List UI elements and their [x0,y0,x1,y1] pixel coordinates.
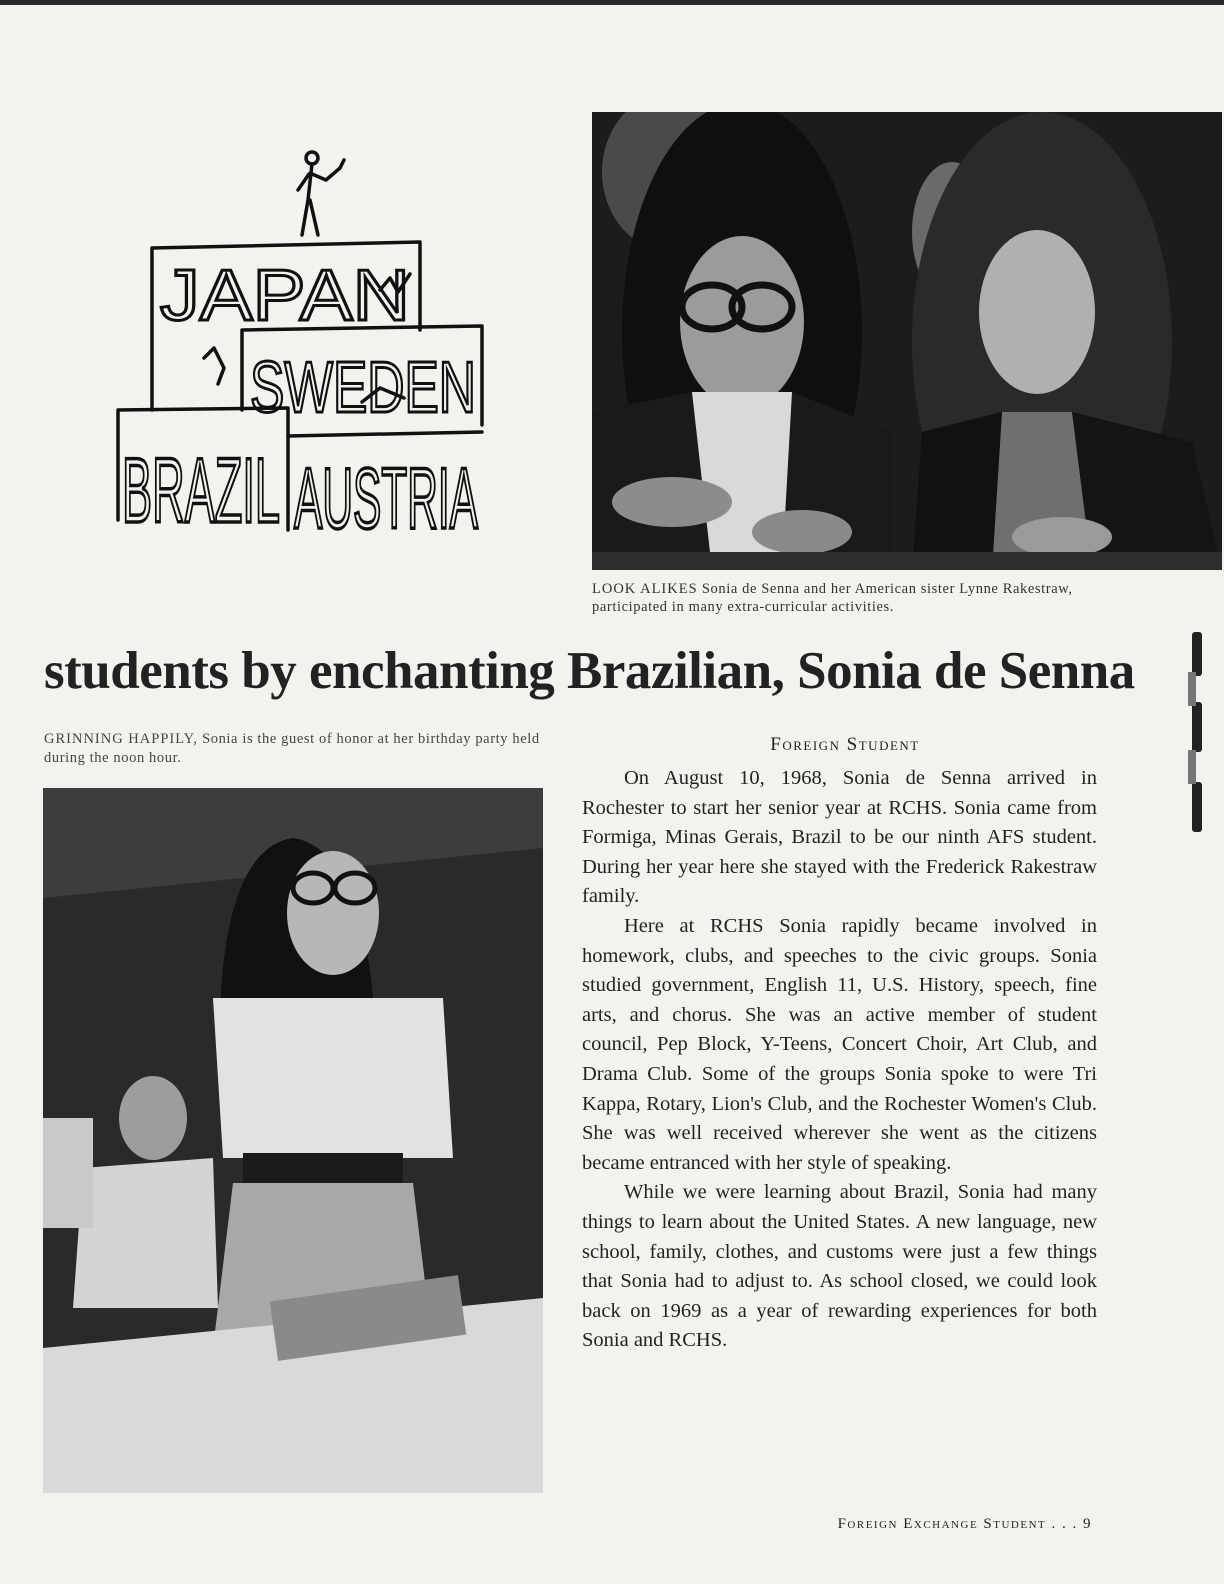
caption-lead: GRINNING HAPPILY, [44,731,198,747]
caption-lead: LOOK ALIKES [592,581,698,597]
page-top-rule [0,0,1224,5]
article-body [582,764,1097,1356]
page-footer [700,1516,1092,1533]
footer-section-label: Foreign Exchange Student [837,1516,1047,1532]
look-alikes-photo [592,112,1222,570]
logo-country-brazil: BRAZIL [122,440,280,540]
country-boxes-illustration [112,140,492,540]
article-title: Foreign Student [770,734,920,755]
logo-country-sweden: SWEDEN [250,348,476,428]
article-paragraph: Here at RCHS Sonia rapidly became involved in homework, clubs, and speeches to the civic groups. Sonia studied government, English 11, U.S. History, speech, fine arts, and chorus. She was an active member of student council, Pep Block, Y-Teens, Concert Choir, Art Club, and Drama Club. Some of the groups Sonia spoke to were Tri Kappa, Rotary, Lion's Club, and the Rochester Women's Club. She was well received wherever she went as the citizens became entranced with her style of speaking. [582,914,1097,1174]
caption-text: Sonia is the guest of honor at her birthday party held during the noon hour. [44,731,540,766]
logo-country-austria: AUSTRIA [294,451,479,540]
page-headline: students by enchanting Brazilian, Sonia de Senna [44,642,1135,700]
look-alikes-caption [592,580,1112,616]
page-number: 9 [1083,1516,1092,1532]
article-paragraph: On August 10, 1968, Sonia de Senna arrived in Rochester to start her senior year at RCHS. Sonia came from Formiga, Minas Gerais, Brazil to be our ninth AFS student. During her year here she stayed with the Frederick Rakestraw family. [582,767,1097,908]
footer-dots: . . . [1046,1516,1083,1532]
birthday-party-photo [43,788,543,1493]
binder-clip [1188,632,1210,832]
birthday-caption [44,730,549,768]
article-paragraph: While we were learning about Brazil, Sonia had many things to learn about the United States. A new language, new school, family, clothes, and customs were just a few things that Sonia had to adjust to. As school closed, we could look back on 1969 as a year of rewarding experiences for both Sonia and RCHS. [582,1181,1097,1352]
logo-country-japan: JAPAN [160,256,410,336]
caption-text: Sonia de Senna and her American sister Lynne Rakestraw, participated in many extra-curricular activities. [592,581,1073,615]
